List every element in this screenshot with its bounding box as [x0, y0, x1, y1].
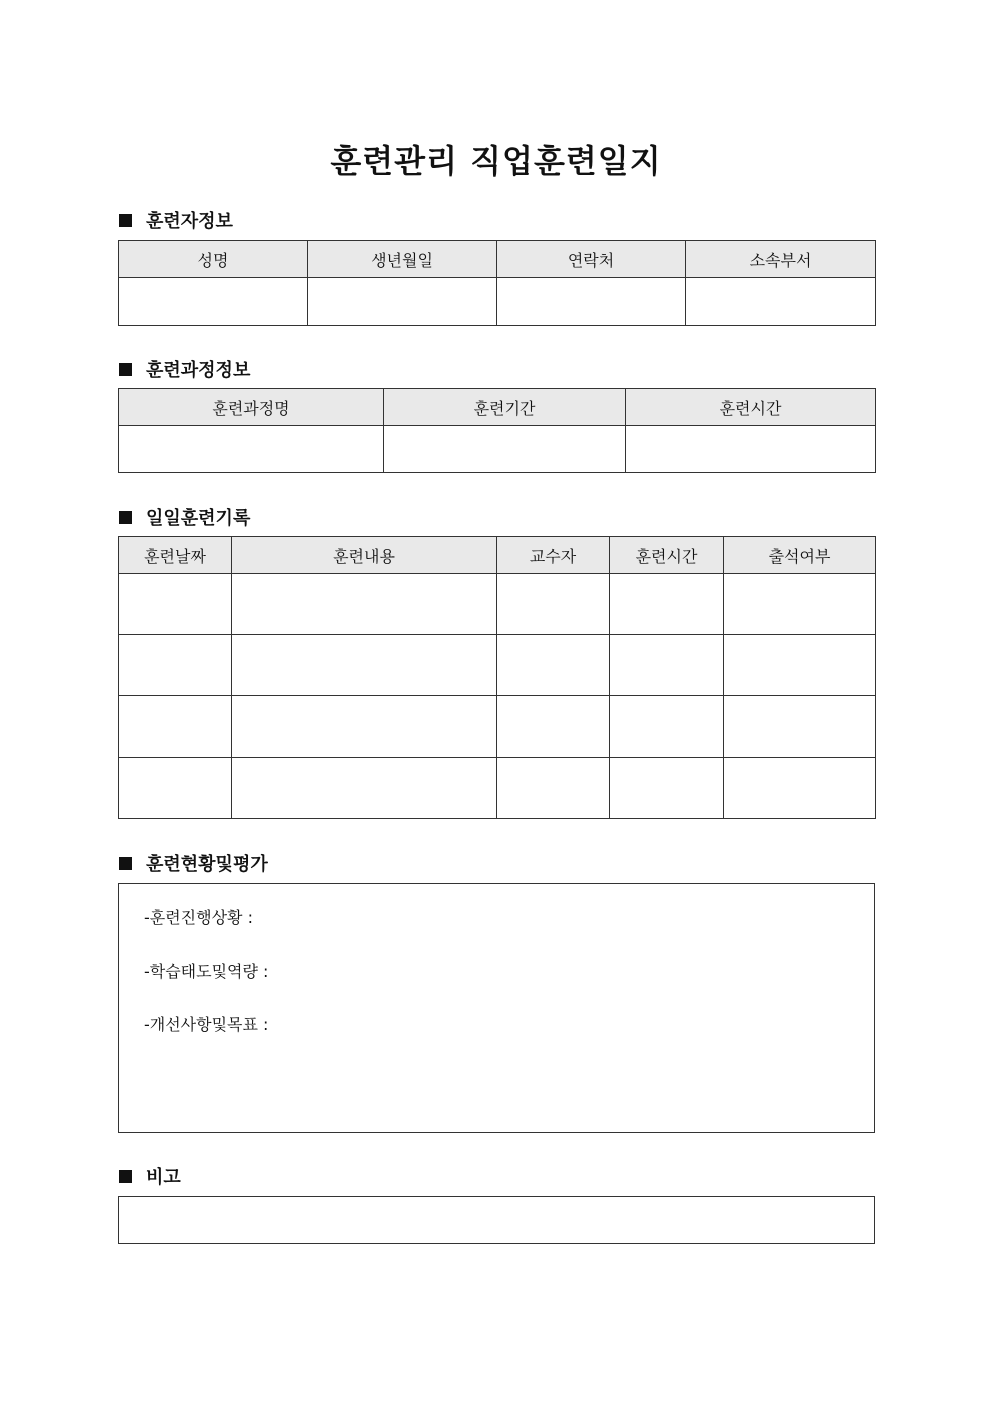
section-title: 훈련현황및평가: [146, 854, 268, 875]
header-date: 훈련날짜: [119, 537, 232, 574]
section-title: 훈련자정보: [146, 211, 233, 232]
evaluation-box[interactable]: [118, 883, 875, 1133]
header-birthdate: 생년월일: [308, 241, 497, 278]
header-course-name: 훈련과정명: [119, 389, 384, 426]
page-title: 훈련관리 직업훈련일지: [330, 142, 662, 180]
trainee-info-table: [118, 240, 876, 326]
section-heading-daily: [119, 505, 250, 529]
date-cell[interactable]: [119, 696, 232, 758]
table-row: [119, 278, 876, 326]
attitude-label: -학습태도및역량 :: [144, 962, 269, 981]
header-name: 성명: [119, 241, 308, 278]
square-bullet-icon: [119, 214, 132, 227]
square-bullet-icon: [119, 363, 132, 376]
date-cell[interactable]: [119, 635, 232, 696]
progress-label: -훈련진행상황 :: [144, 908, 253, 927]
section-title: 비고: [146, 1167, 181, 1188]
attendance-cell[interactable]: [724, 635, 876, 696]
square-bullet-icon: [119, 857, 132, 870]
table-row: [119, 574, 876, 635]
daily-record-table: [118, 536, 876, 819]
table-header-row: [119, 389, 876, 426]
hours-cell[interactable]: [610, 635, 724, 696]
table-row: [119, 635, 876, 696]
header-course-hours: 훈련시간: [626, 389, 876, 426]
table-header-row: [119, 241, 876, 278]
header-attendance: 출석여부: [724, 537, 876, 574]
content-cell[interactable]: [232, 635, 497, 696]
section-heading-trainee: [119, 208, 233, 232]
hours-cell[interactable]: [610, 696, 724, 758]
header-contact: 연락처: [497, 241, 686, 278]
square-bullet-icon: [119, 511, 132, 524]
birthdate-cell[interactable]: [308, 278, 497, 326]
attendance-cell[interactable]: [724, 758, 876, 819]
content-cell[interactable]: [232, 696, 497, 758]
improvement-label: -개선사항및목표 :: [144, 1015, 269, 1034]
instructor-cell[interactable]: [497, 758, 610, 819]
table-row: [119, 758, 876, 819]
attendance-cell[interactable]: [724, 696, 876, 758]
course-hours-cell[interactable]: [626, 426, 876, 473]
name-cell[interactable]: [119, 278, 308, 326]
header-department: 소속부서: [686, 241, 876, 278]
attendance-cell[interactable]: [724, 574, 876, 635]
department-cell[interactable]: [686, 278, 876, 326]
course-period-cell[interactable]: [384, 426, 626, 473]
header-instructor: 교수자: [497, 537, 610, 574]
section-heading-evaluation: [119, 851, 268, 875]
table-header-row: [119, 537, 876, 574]
instructor-cell[interactable]: [497, 696, 610, 758]
header-course-period: 훈련기간: [384, 389, 626, 426]
table-row: [119, 426, 876, 473]
instructor-cell[interactable]: [497, 635, 610, 696]
table-row: [119, 696, 876, 758]
header-content: 훈련내용: [232, 537, 497, 574]
section-title: 일일훈련기록: [146, 508, 251, 529]
date-cell[interactable]: [119, 758, 232, 819]
date-cell[interactable]: [119, 574, 232, 635]
remarks-box[interactable]: [118, 1196, 875, 1244]
content-cell[interactable]: [232, 574, 497, 635]
contact-cell[interactable]: [497, 278, 686, 326]
hours-cell[interactable]: [610, 758, 724, 819]
content-cell[interactable]: [232, 758, 497, 819]
instructor-cell[interactable]: [497, 574, 610, 635]
hours-cell[interactable]: [610, 574, 724, 635]
section-heading-remarks: [119, 1164, 181, 1188]
section-title: 훈련과정정보: [146, 360, 251, 381]
section-heading-course: [119, 357, 250, 381]
course-name-cell[interactable]: [119, 426, 384, 473]
square-bullet-icon: [119, 1170, 132, 1183]
header-hours: 훈련시간: [610, 537, 724, 574]
course-info-table: [118, 388, 876, 473]
